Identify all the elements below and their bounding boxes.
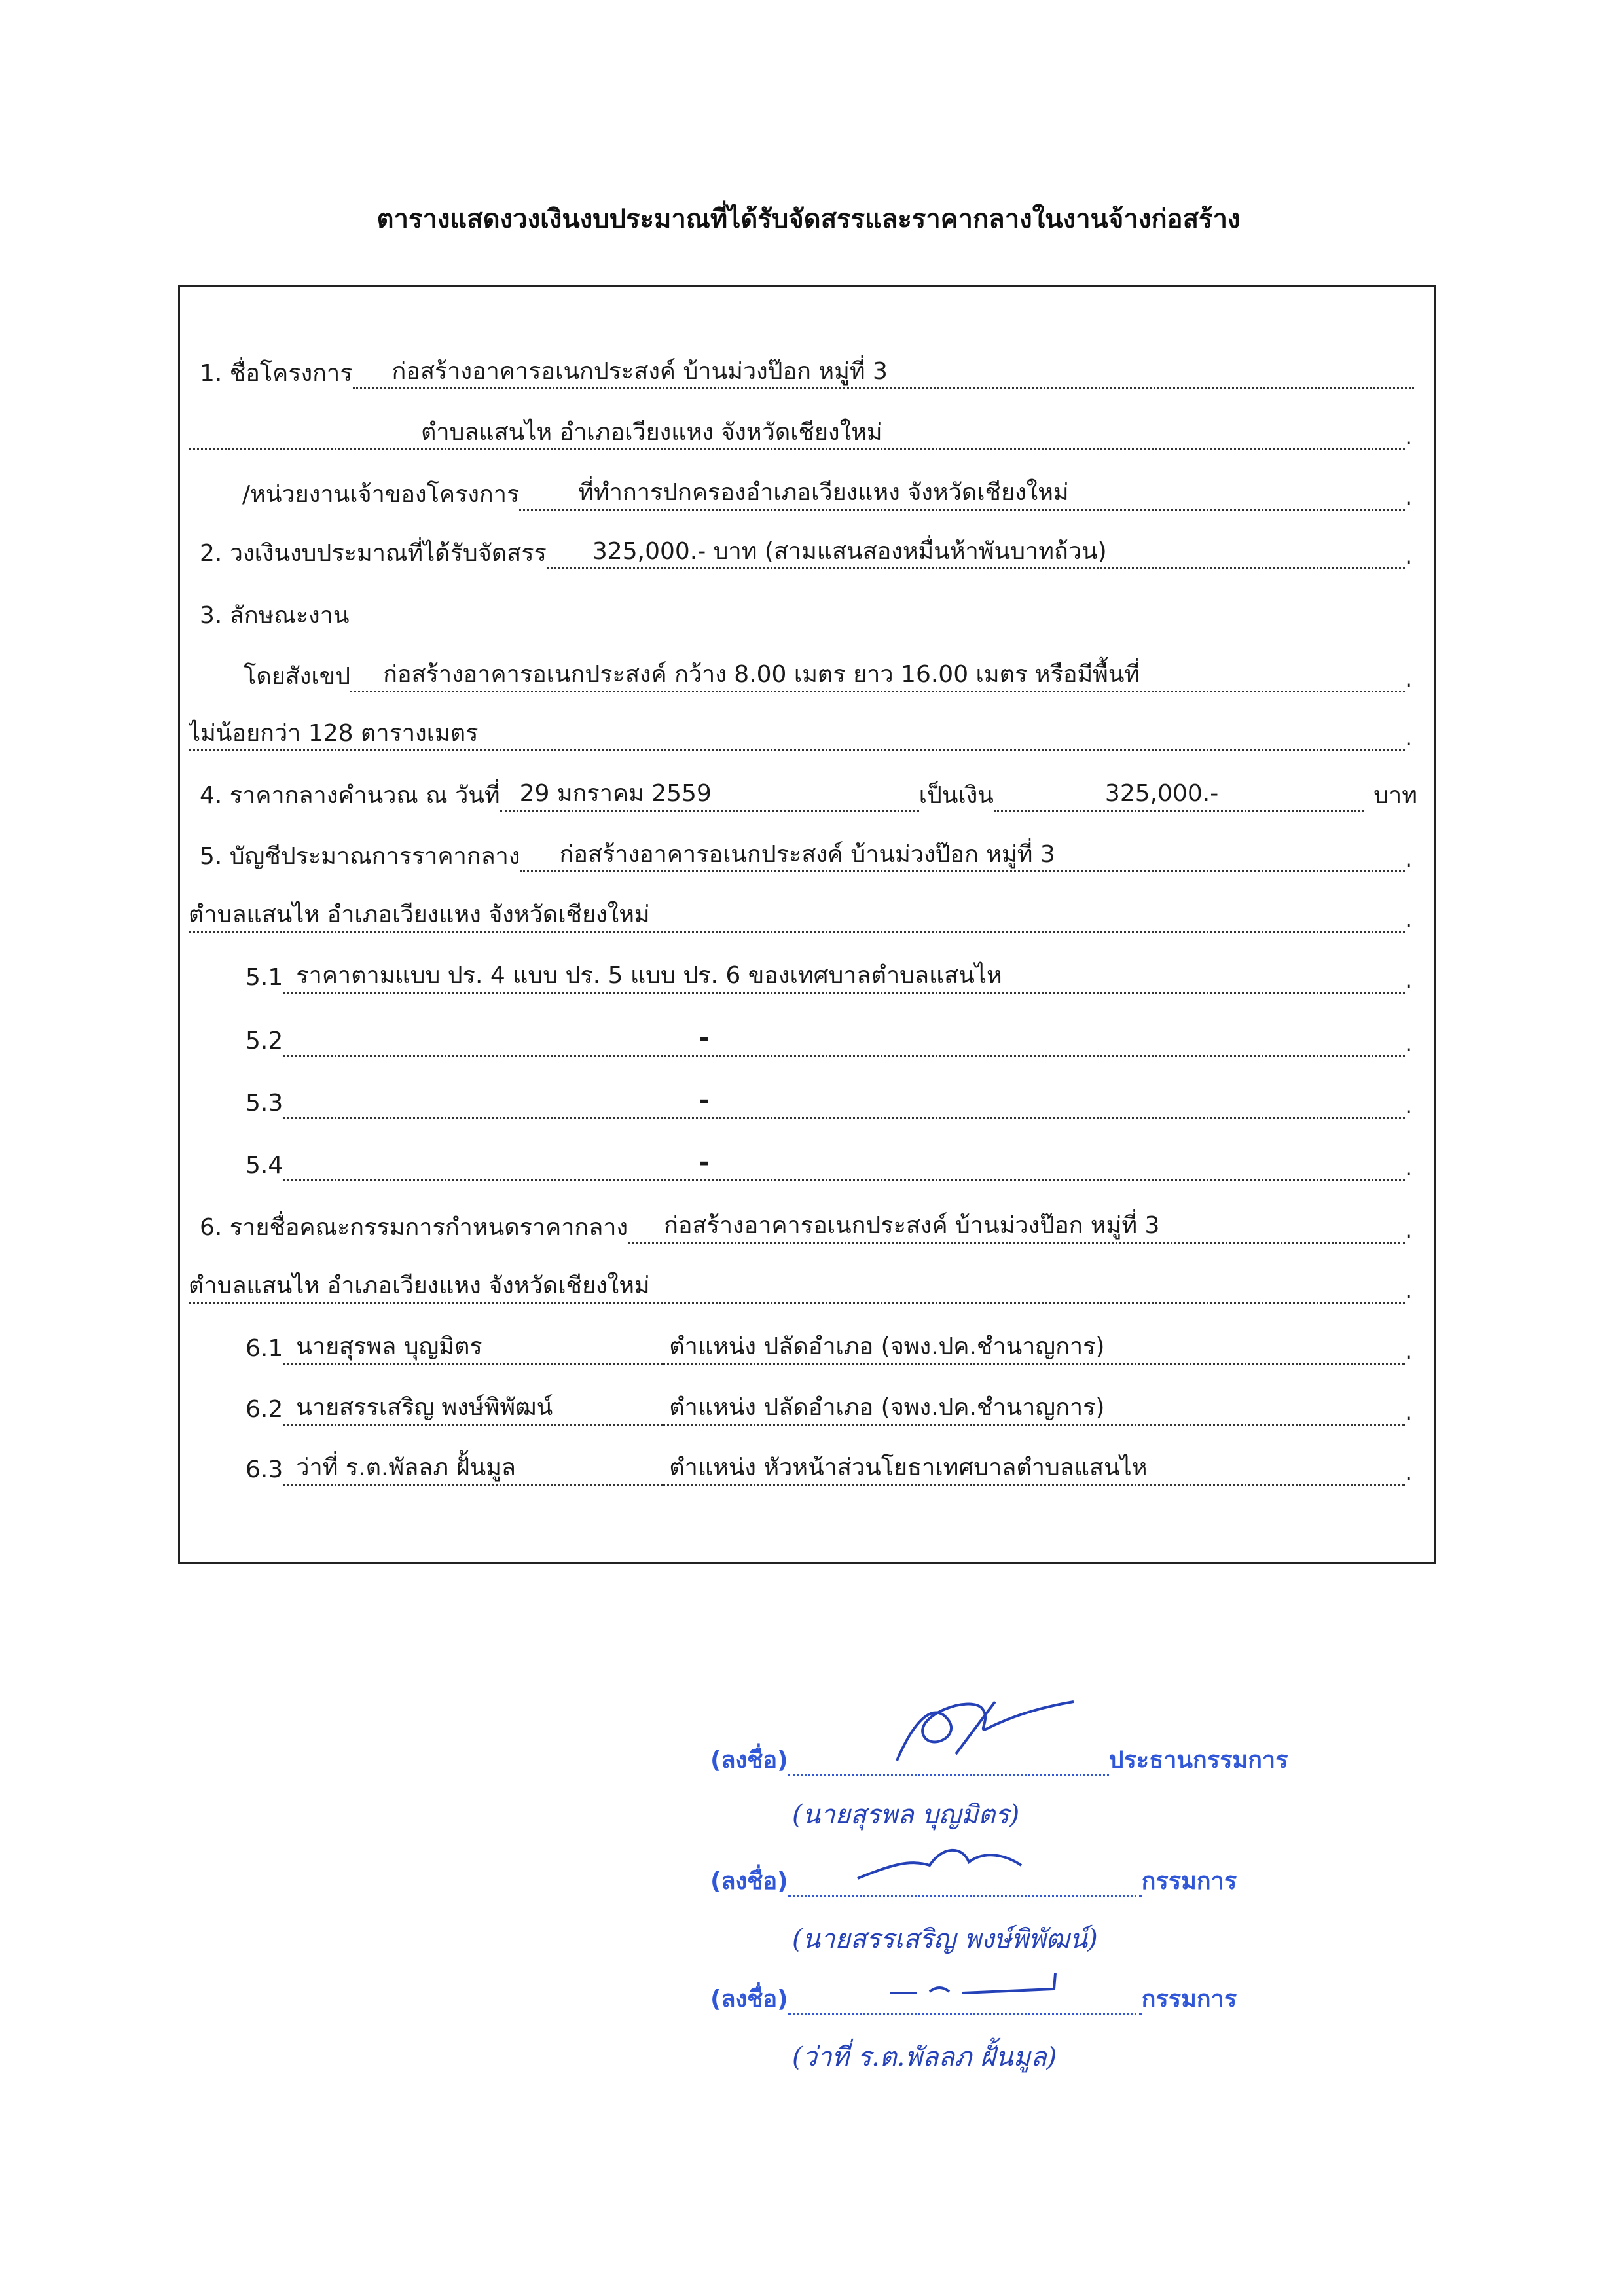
sign-prefix-1: (ลงชื่อ) <box>710 1747 788 1774</box>
line-bill-2: ตำบลแสนไห อำเภอเวียงแหง จังหวัดเชียงใหม่ . <box>189 893 1414 933</box>
budget-value: 325,000.- บาท (สามแสนสองหมื่นห้าพันบาทถ้วน) <box>592 538 1107 565</box>
m2-name: นายสรรเสริญ พงษ์พิพัฒน์ <box>296 1394 553 1421</box>
budget-label: 2. วงเงินงบประมาณที่ได้รับจัดสรร <box>200 540 547 567</box>
project-name-1: ก่อสร้างอาคารอเนกประสงค์ บ้านม่วงป๊อก หมู่ที่ 3 <box>391 358 888 385</box>
committee-label: 6. รายชื่อคณะกรรมการกำหนดราคากลาง <box>200 1214 628 1241</box>
bill-value-1: ก่อสร้างอาคารอเนกประสงค์ บ้านม่วงป๊อก หมู่ที่ 3 <box>559 841 1055 868</box>
owner-value: ที่ทำการปกครองอำเภอเวียงแหง จังหวัดเชียงใหม่ <box>578 479 1069 506</box>
sub-5-4-label: 5.4 <box>245 1152 283 1179</box>
sub-5-2-dash: - <box>699 1023 710 1053</box>
project-label: 1. ชื่อโครงการ <box>200 360 353 387</box>
sub-5-1-value: ราคาตามแบบ ปร. 4 แบบ ปร. 5 แบบ ปร. 6 ของเทศบาลตำบลแสนไห <box>296 962 1002 989</box>
line-budget: 2. วงเงินงบประมาณที่ได้รับจัดสรร 325,000.- บาท (สามแสนสองหมื่นห้าพันบาทถ้วน) . <box>200 530 1414 569</box>
signature-line-3 <box>710 1980 1237 2017</box>
line-5-2: 5.2 - . <box>245 1018 1414 1057</box>
baht-label: บาท <box>1373 782 1417 809</box>
nature-label: 3. ลักษณะงาน <box>200 602 350 629</box>
m1-label: 6.1 <box>245 1335 283 1362</box>
line-5-1: 5.1 ราคาตามแบบ ปร. 4 แบบ ปร. 5 แบบ ปร. 6 ของเทศบาลตำบลแสนไห . <box>245 954 1414 994</box>
member-role-3: กรรมการ <box>1141 1986 1237 2013</box>
median-amount: 325,000.- <box>1104 780 1219 807</box>
project-name-2: ตำบลแสนไห อำเภอเวียงแหง จังหวัดเชียงใหม่ <box>421 419 882 446</box>
line-bill: 5. บัญชีประมาณการราคากลาง ก่อสร้างอาคารอเนกประสงค์ บ้านม่วงป๊อก หมู่ที่ 3 . <box>200 833 1414 872</box>
median-amount-label: เป็นเงิน <box>918 782 994 809</box>
m3-position: ตำแหน่ง หัวหน้าส่วนโยธาเทศบาลตำบลแสนไห <box>669 1454 1148 1481</box>
chair-role: ประธานกรรมการ <box>1108 1747 1288 1774</box>
summary-label: โดยสังเขป <box>244 663 351 690</box>
m1-name: นายสุรพล บุญมิตร <box>296 1333 482 1360</box>
line-owner: /หน่วยงานเจ้าของโครงการ ที่ทำการปกครองอำเภอเวียงแหง จังหวัดเชียงใหม่ . <box>242 471 1414 511</box>
line-project-name-2: ตำบลแสนไห อำเภอเวียงแหง จังหวัดเชียงใหม่ . <box>189 411 1414 450</box>
summary-value-2: ไม่น้อยกว่า 128 ตารางเมตร <box>189 720 479 747</box>
signature-name-2: (นายสรรเสริญ พงษ์พิพัฒน์) <box>792 1924 1098 1954</box>
median-date: 29 มกราคม 2559 <box>519 780 712 807</box>
line-5-3: 5.3 - . <box>245 1080 1414 1119</box>
bill-label: 5. บัญชีประมาณการราคากลาง <box>200 843 520 870</box>
m2-label: 6.2 <box>245 1396 283 1423</box>
line-5-4: 5.4 - . <box>245 1142 1414 1181</box>
line-member-1: 6.1 นายสุรพล บุญมิตร ตำแหน่ง ปลัดอำเภอ (จพง.ปค.ชำนาญการ) . <box>245 1325 1414 1365</box>
m1-position: ตำแหน่ง ปลัดอำเภอ (จพง.ปค.ชำนาญการ) <box>669 1333 1105 1360</box>
sub-5-1-label: 5.1 <box>245 964 283 991</box>
median-label: 4. ราคากลางคำนวณ ณ วันที่ <box>200 782 500 809</box>
sub-5-3-dash: - <box>699 1085 710 1115</box>
m3-label: 6.3 <box>245 1456 283 1483</box>
sub-5-4-dash: - <box>699 1147 710 1177</box>
line-member-3: 6.3 ว่าที่ ร.ต.พัลลภ ฝั้นมูล ตำแหน่ง หัวหน้าส่วนโยธาเทศบาลตำบลแสนไห . <box>245 1446 1414 1486</box>
line-committee: 6. รายชื่อคณะกรรมการกำหนดราคากลาง ก่อสร้างอาคารอเนกประสงค์ บ้านม่วงป๊อก หมู่ที่ 3 . <box>200 1204 1414 1244</box>
line-median-price <box>200 772 1417 812</box>
signature-name-3: (ว่าที่ ร.ต.พัลลภ ฝั้นมูล) <box>792 2042 1057 2072</box>
line-project-name-1 <box>200 350 1414 389</box>
committee-value-1: ก่อสร้างอาคารอเนกประสงค์ บ้านม่วงป๊อก หมู่ที่ 3 <box>664 1212 1160 1239</box>
line-nature <box>200 592 723 632</box>
line-summary-2: ไม่น้อยกว่า 128 ตารางเมตร . <box>189 712 1414 751</box>
line-committee-2: ตำบลแสนไห อำเภอเวียงแหง จังหวัดเชียงใหม่ . <box>189 1265 1414 1304</box>
signature-line-1 <box>710 1741 1288 1778</box>
signature-line-2 <box>710 1862 1237 1899</box>
summary-value-1: ก่อสร้างอาคารอเนกประสงค์ กว้าง 8.00 เมตร ยาว 16.00 เมตร หรือมีพื้นที่ <box>383 661 1140 688</box>
owner-label: /หน่วยงานเจ้าของโครงการ <box>242 481 520 508</box>
committee-value-2: ตำบลแสนไห อำเภอเวียงแหง จังหวัดเชียงใหม่ <box>189 1272 650 1299</box>
sub-5-2-label: 5.2 <box>245 1028 283 1054</box>
member-role-2: กรรมการ <box>1141 1868 1237 1895</box>
sign-prefix-2: (ลงชื่อ) <box>710 1868 788 1895</box>
page-title: ตารางแสดงวงเงินงบประมาณที่ได้รับจัดสรรและราคากลางในงานจ้างก่อสร้าง <box>376 204 1241 234</box>
sign-prefix-3: (ลงชื่อ) <box>710 1986 788 2013</box>
m3-name: ว่าที่ ร.ต.พัลลภ ฝั้นมูล <box>296 1454 516 1481</box>
line-summary-1: โดยสังเขป ก่อสร้างอาคารอเนกประสงค์ กว้าง 8.00 เมตร ยาว 16.00 เมตร หรือมีพื้นที่ . <box>244 653 1414 692</box>
bill-value-2: ตำบลแสนไห อำเภอเวียงแหง จังหวัดเชียงใหม่ <box>189 901 650 928</box>
sub-5-3-label: 5.3 <box>245 1090 283 1117</box>
signature-name-1: (นายสุรพล บุญมิตร) <box>792 1800 1020 1830</box>
line-member-2: 6.2 นายสรรเสริญ พงษ์พิพัฒน์ ตำแหน่ง ปลัดอำเภอ (จพง.ปค.ชำนาญการ) . <box>245 1386 1414 1426</box>
m2-position: ตำแหน่ง ปลัดอำเภอ (จพง.ปค.ชำนาญการ) <box>669 1394 1105 1421</box>
